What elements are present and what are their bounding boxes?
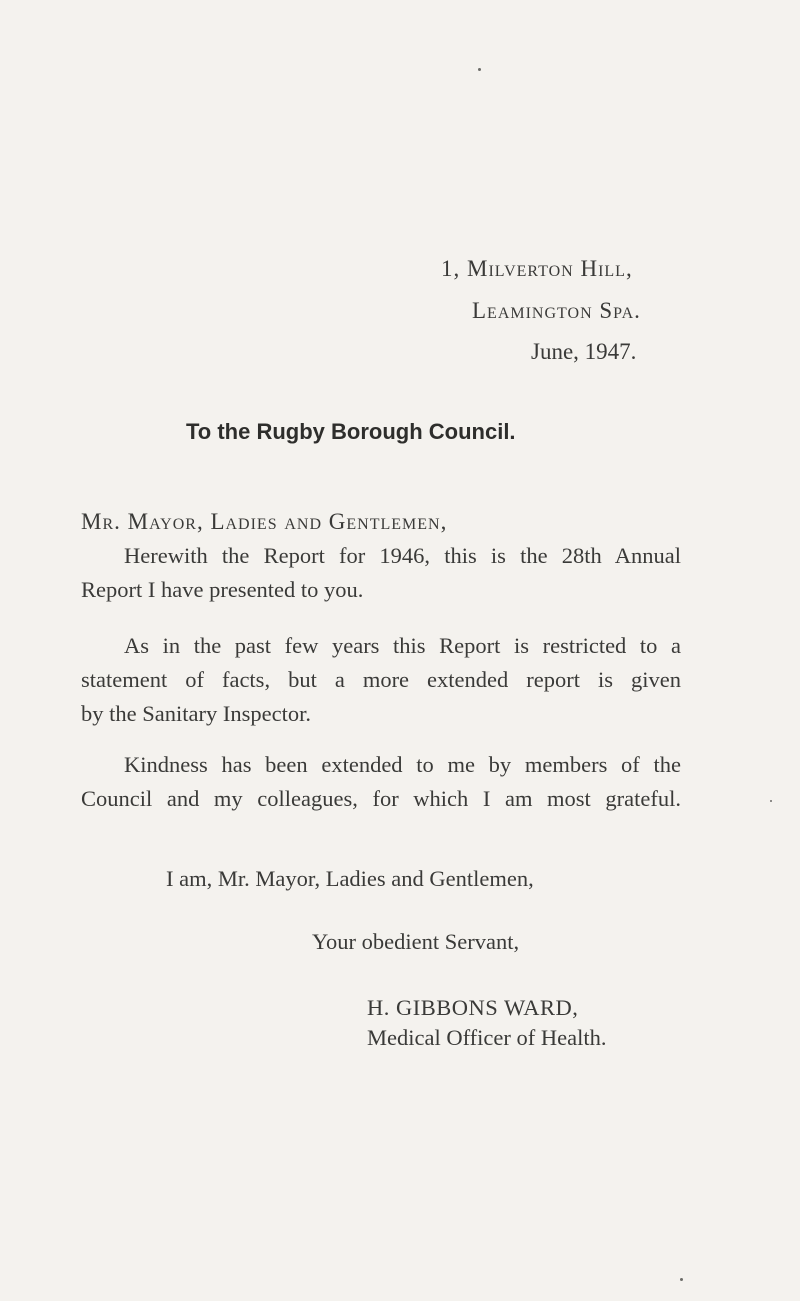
paragraph-line: Herewith the Report for 1946, this is the 28th Annual <box>124 543 681 568</box>
paragraph-line: Kindness has been extended to me by members of the <box>124 752 681 777</box>
address-line-1: 1, Milverton Hill, <box>441 256 633 281</box>
paragraph-line: statement of facts, but a more extended report is given <box>81 667 681 692</box>
paragraph-report-scope <box>81 629 681 731</box>
paragraph-acknowledgement <box>81 748 681 816</box>
paragraph-line: by the Sanitary Inspector. <box>81 701 311 726</box>
paper-speck <box>680 1278 683 1281</box>
signatory-title: Medical Officer of Health. <box>367 1025 607 1050</box>
salutation: Mr. Mayor, Ladies and Gentlemen, <box>81 509 448 534</box>
letter-date: June, 1947. <box>531 339 637 364</box>
paragraph-line: As in the past few years this Report is restricted to a <box>124 633 681 658</box>
paragraph-line: Council and my colleagues, for which I am most grateful. <box>81 786 681 811</box>
closing-line: I am, Mr. Mayor, Ladies and Gentlemen, <box>166 866 534 891</box>
signatory-name: H. GIBBONS WARD, <box>367 995 579 1020</box>
paragraph-report-intro <box>81 539 681 607</box>
addressee-heading: To the Rugby Borough Council. <box>186 419 516 444</box>
paper-speck <box>770 800 772 802</box>
paper-speck <box>478 68 481 71</box>
valediction: Your obedient Servant, <box>312 929 520 954</box>
paragraph-line: Report I have presented to you. <box>81 577 364 602</box>
address-line-2: Leamington Spa. <box>472 298 641 323</box>
